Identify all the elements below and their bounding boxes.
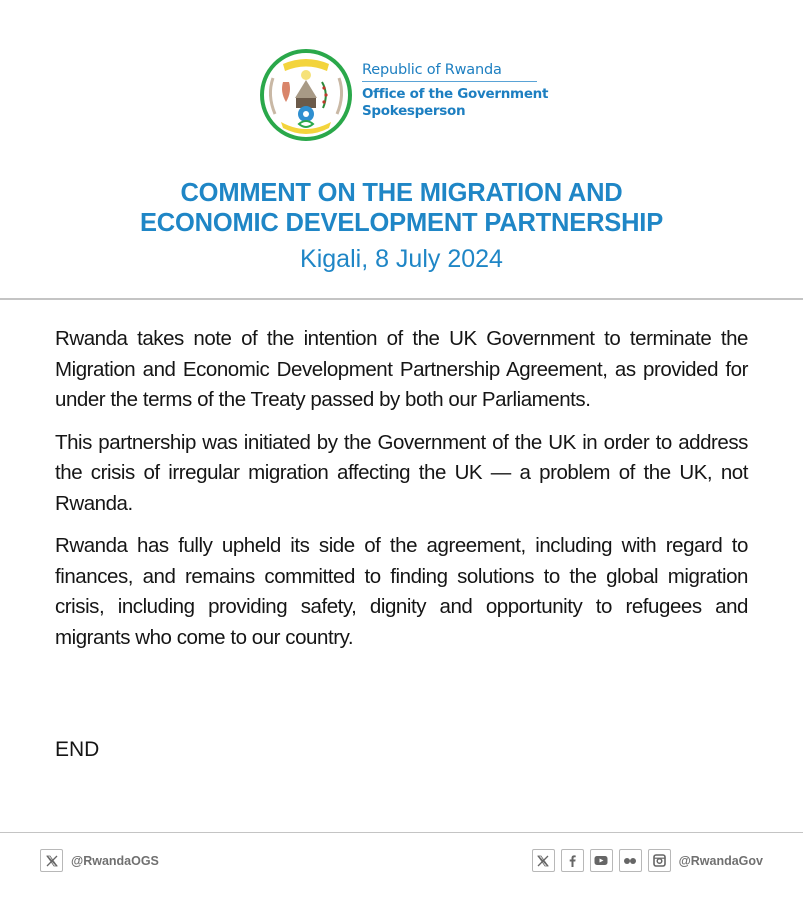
office-name-line1: Office of the Government xyxy=(362,86,549,102)
letterhead xyxy=(0,0,803,299)
paragraph-1: Rwanda takes note of the intention of the UK Government to terminate the Migration and Economic Development Partnership Agreement, as provided for under the terms of the Treaty passed by both our Parliaments. xyxy=(55,327,748,411)
footer-divider xyxy=(0,832,803,833)
header-divider xyxy=(0,298,803,300)
gov-handle[interactable]: @RwandaGov xyxy=(678,853,763,868)
paragraph-3: Rwanda has fully upheld its side of the agreement, including with regard to finances, and remains committed to finding solutions to the global migration crisis, including providing safety, dignity and opportunity to refugees and migrants who come to our country. xyxy=(55,534,748,649)
end-marker: END xyxy=(55,738,100,761)
office-name-line2: Spokesperson xyxy=(362,103,466,119)
ogs-handle[interactable]: @RwandaOGS xyxy=(71,853,159,868)
dateline: Kigali, 8 July 2024 xyxy=(300,245,503,273)
instagram-icon[interactable] xyxy=(648,849,671,872)
document-title xyxy=(0,178,803,238)
title-line-1: COMMENT ON THE MIGRATION AND xyxy=(180,179,623,207)
sun-icon xyxy=(301,70,311,80)
x-icon[interactable] xyxy=(532,849,555,872)
organization-name xyxy=(362,62,549,120)
youtube-icon[interactable] xyxy=(590,849,613,872)
title-line-2: ECONOMIC DEVELOPMENT PARTNERSHIP xyxy=(140,209,663,237)
facebook-icon[interactable] xyxy=(561,849,584,872)
flickr-icon[interactable] xyxy=(619,849,642,872)
country-name: Republic of Rwanda xyxy=(362,62,537,82)
x-icon[interactable] xyxy=(40,849,63,872)
coat-of-arms-seal xyxy=(259,48,353,142)
footer-social-left xyxy=(40,849,159,872)
footer-social-right xyxy=(532,849,763,872)
paragraph-2: This partnership was initiated by the Government of the UK in order to address the crisis of irregular migration affecting the UK — a problem of the UK, not Rwanda. xyxy=(55,430,748,515)
statement-body xyxy=(55,324,748,665)
